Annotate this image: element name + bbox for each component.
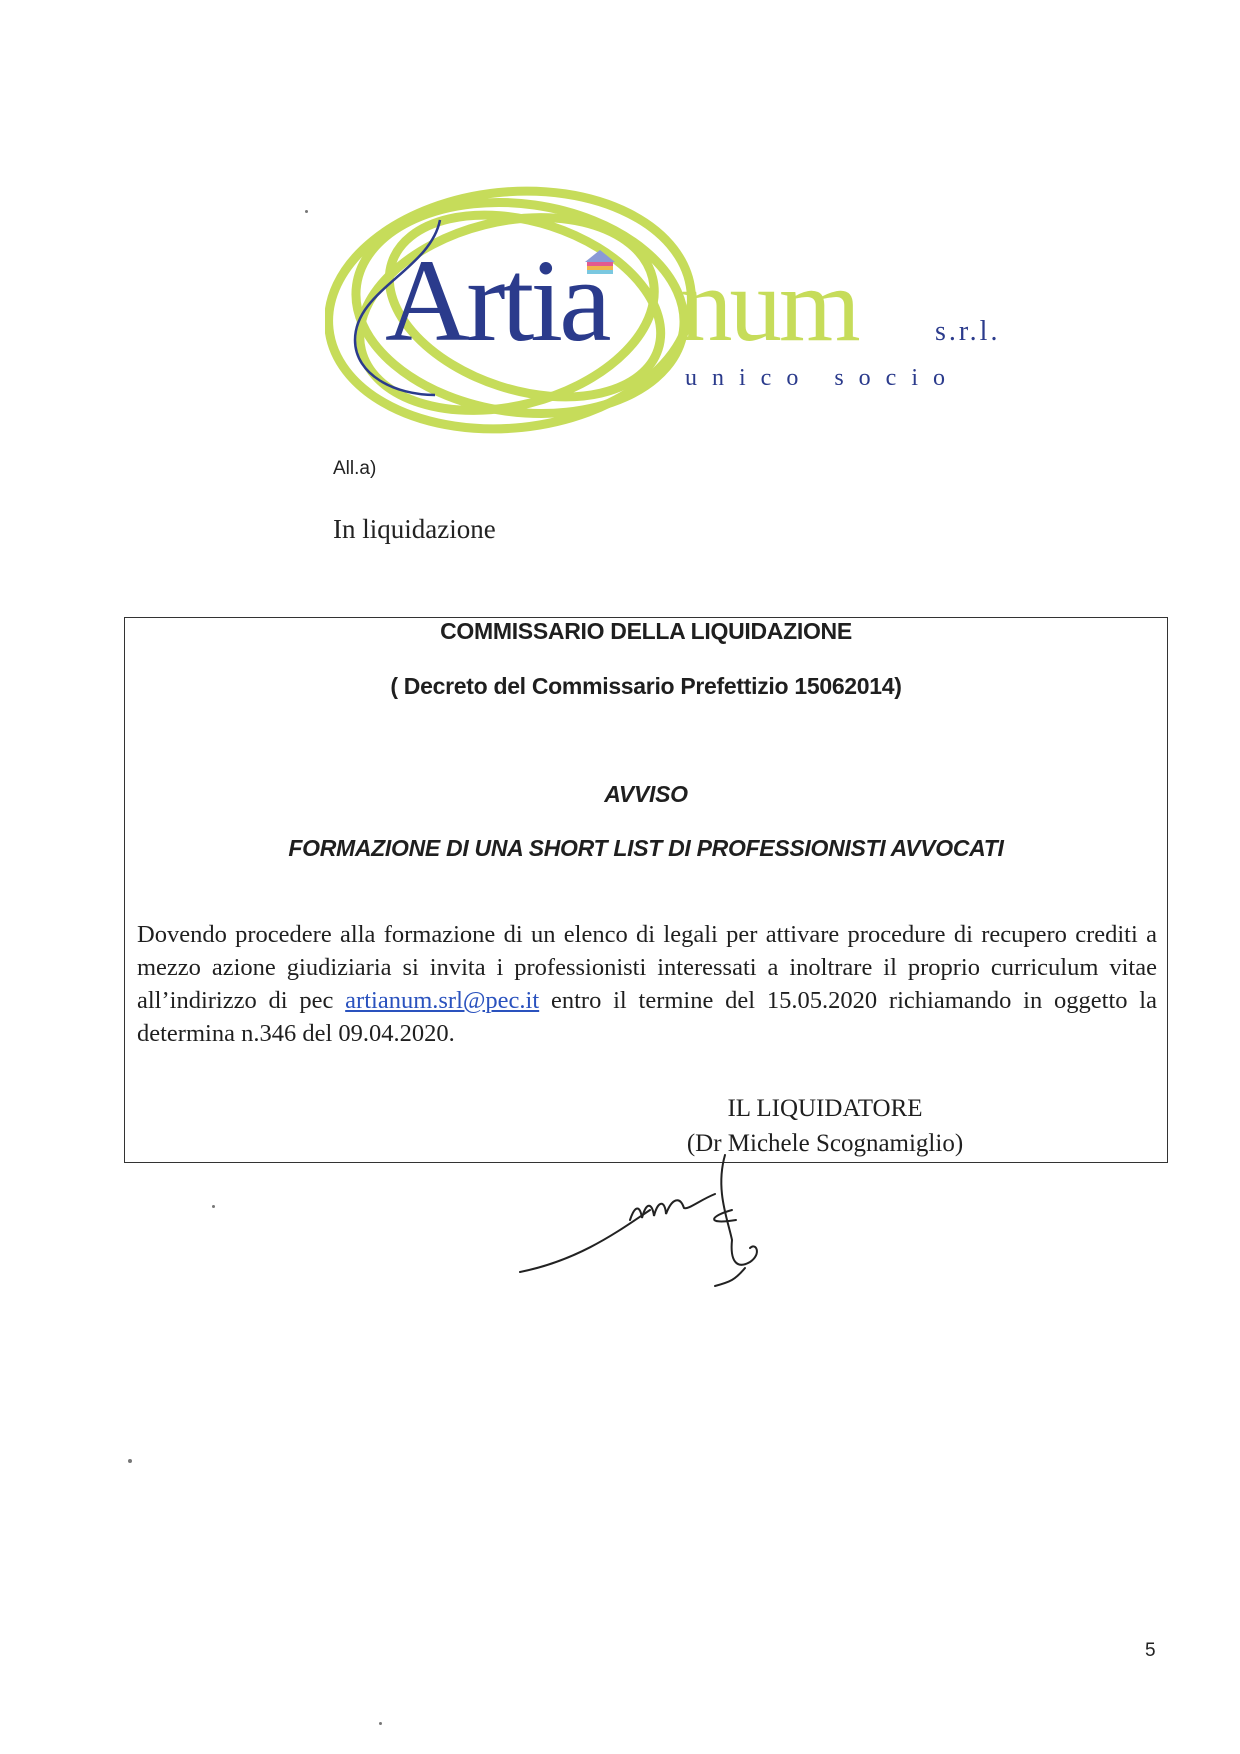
svg-text:num: num — [680, 246, 858, 363]
scan-speck — [128, 1459, 132, 1463]
authority-heading: COMMISSARIO DELLA LIQUIDAZIONE — [440, 618, 852, 644]
svg-text:s.r.l.: s.r.l. — [935, 316, 1001, 347]
svg-text:unico socio: unico socio — [685, 365, 960, 391]
page-number: 5 — [1145, 1640, 1156, 1661]
attachment-label: All.a) — [333, 458, 377, 479]
notice-subject: FORMAZIONE DI UNA SHORT LIST DI PROFESSIONISTI AVVOCATI — [288, 835, 1004, 861]
signer-role: IL LIQUIDATORE — [727, 1095, 923, 1122]
notice-title: AVVISO — [604, 781, 688, 807]
scan-speck — [305, 210, 308, 213]
notice-body-text-end: entro il termine del 15.05.2020 richiamando in oggetto la determina n.346 del 09.04.2020. — [137, 987, 1157, 1047]
decree-reference: ( Decreto del Commissario Prefettizio 15062014) — [390, 673, 902, 699]
scan-speck — [379, 1722, 382, 1725]
notice-box — [124, 617, 1168, 1163]
handwritten-signature — [500, 1150, 870, 1290]
svg-text:Artia: Artia — [385, 235, 608, 366]
signer-name: (Dr Michele Scognamiglio) — [686, 1130, 964, 1157]
pec-email-link[interactable]: artianum.srl@pec.it — [345, 987, 540, 1014]
liquidation-status: In liquidazione — [333, 514, 496, 544]
notice-body — [137, 918, 1157, 1050]
notice-body-text: Dovendo procedere alla formazione di un elenco di legali per attivare procedure di recupero crediti a mezzo azione giudiziaria si invita i professionisti interessati a inoltrare il proprio curriculum vitae all’indirizzo di pec — [137, 921, 1157, 1014]
artianum-logo — [325, 180, 1145, 440]
scan-speck — [212, 1205, 215, 1208]
